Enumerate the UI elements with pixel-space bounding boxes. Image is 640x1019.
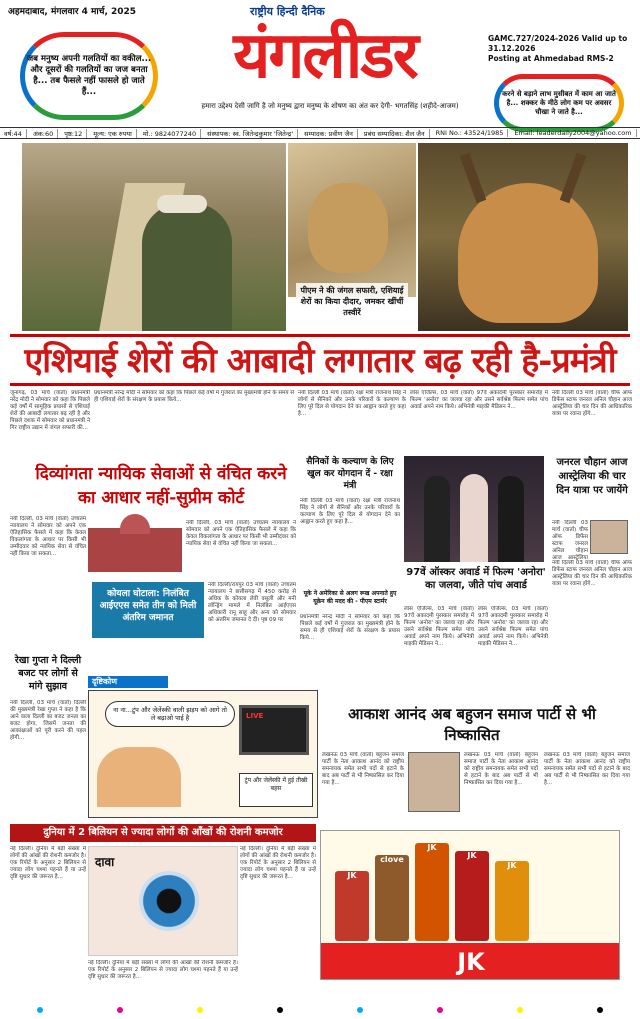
ad-pack-4: JK	[455, 851, 489, 941]
court-headline: दिव्यांगता न्यायिक सेवाओं से वंचित करने का आधार नहीं-सुप्रीम कोर्ट	[35, 464, 287, 508]
postal-line-2: Posting at Ahmedabad RMS-2	[488, 54, 614, 63]
safari-photo	[22, 143, 286, 331]
info-bar	[0, 127, 640, 139]
oscar-headline: 97वें ऑस्कर अवार्ड में फिल्म 'अनोरा' का जलवा, जीते पांच अवार्ड	[406, 567, 546, 591]
info-founder: संस्थापक: स्व. जितेन्द्रकुमार 'जितेन्द्र'	[207, 129, 298, 138]
coal-text: नयी दिल्ली/रायपुर 03 मार्च (वार्ता) उच्चतम न्यायालय ने छत्तीसगढ़ में 450 करोड़ से अधिक के कोयला लेवी वसूली और मनी लॉन्ड्रिंग मामले में निलंबित आईएएस अधिकारी रानू साहू और अन्य को सोमवार को अंतरिम जमानत दे दी। पृष्ठ 09 पर	[208, 582, 296, 623]
tv-set	[239, 705, 309, 755]
info-editor: सम्पादक: प्रवीण जैन	[304, 129, 358, 138]
deer-photo	[418, 143, 628, 331]
tv-live: LIVE	[246, 712, 264, 720]
left-quote: जब मनुष्य अपनी गलतियों का वकील... और दूसरों की गलतियों का जज बनता है... तब फैसले नहीं फासले हो जाते हैं...	[20, 32, 158, 120]
oscar-text: लॉस एंजिल्स, 03 मार्च (वार्ता) 97वें अकादमी पुरस्कार समारोह में फिल्म 'अनोरा' का जलवा रहा और उसने सर्वश्रेष्ठ फिल्म समेत पांच अवार्ड अपने नाम किये। अभिनेत्री माइकी मैडिसन ने...	[404, 606, 474, 647]
akash-text-3: लखनऊ 03 मार्च (वार्ता) बहुजन समाज पार्टी के नेता आकाश आनंद को राष्ट्रीय समन्वयक समेत सभी पदों से हटाने के बाद अब पार्टी से भी निष्कासित कर दिया गया है...	[544, 752, 630, 786]
ad-brand: JK	[321, 943, 620, 980]
akash-text-2: लखनऊ 03 मार्च (वार्ता) बहुजन समाज पार्टी के नेता आकाश आनंद को राष्ट्रीय समन्वयक समेत सभी पदों से हटाने के बाद अब पार्टी से भी निष्कासित कर दिया गया है...	[464, 752, 538, 786]
tagline: राष्ट्रीय हिन्दी दैनिक	[250, 5, 325, 18]
akash-headline: आकाश आनंद अब बहुजन समाज पार्टी से भी निष्कासित	[348, 705, 596, 744]
ad-pack-5: JK	[495, 861, 529, 941]
info-email[interactable]: Email: leaderdaily2004@yahoo.com	[514, 129, 636, 137]
eyes-text-2: नई दिल्ली। दुनिया में बड़ी संख्या में लोगों की आंखों की रोशनी कमजोर है। एक रिपोर्ट के अनुसार 2 बिलियन से ज्यादा लोग चश्मा पहनते हैं या उन्हें दृष्टि सुधार की जरूरत है...	[240, 846, 316, 880]
ad-pack-2: clove	[375, 855, 409, 941]
chauhan-photo	[590, 520, 628, 554]
cartoon	[88, 690, 318, 818]
court-text-2: नयी दिल्ली, 03 मार्च (वार्ता) उच्चतम न्यायालय ने सोमवार को अपने एक ऐतिहासिक फैसले में कहा कि केवल विकलांगता के आधार पर किसी भी उम्मीदवार को न्यायिक सेवा से वंचित नहीं किया जा सकता...	[186, 520, 296, 547]
right-quote: करने से बड़ाने लाभ मुसीबत में काम आ जाते है... शक्कर के मीठे लोग कम पर अवसर चौखा ने जाते है...	[494, 74, 624, 132]
eye-image	[88, 846, 238, 956]
eyes-text: नई दिल्ली। दुनिया में बड़ी संख्या में लोगों की आंखों की रोशनी कमजोर है। एक रिपोर्ट के अनुसार 2 बिलियन से ज्यादा लोग चश्मा पहनते हैं या उन्हें दृष्टि सुधार की जरूरत है...	[10, 846, 86, 880]
oscar-text-top: लॉस एंजिल्स, 03 मार्च (वार्ता) 97वें अकादमी पुरस्कार समारोह में फिल्म 'अनोरा' का जलवा रहा और उसने सर्वश्रेष्ठ फिल्म समेत पांच अवार्ड अपने नाम किये। अभिनेत्री माइकी मैडिसन ने...	[410, 390, 548, 410]
lead-headline: एशियाई शेरों की आबादी लगातार बढ़ रही है-प्रमंत्री	[10, 334, 630, 386]
cartoon-sign: टुंप और जेलेंस्की में हुई तीखी बहस	[239, 773, 313, 807]
lion-photo	[288, 143, 416, 297]
ad-pack-1: JK	[335, 871, 369, 941]
ad-pack-3: JK	[415, 843, 449, 941]
chauhan-text: नयी दिल्ली 03 मार्च (वार्ता) चीफ ऑफ डिफेंस स्टाफ जनरल अनिल चौहान आज आस्ट्रेलिया	[552, 520, 588, 560]
issue-date: अहमदाबाद, मंगलवार 4 मार्च, 2025	[8, 7, 137, 17]
oscar-photo	[404, 456, 544, 562]
sainik-text-top: नयी दिल्ली 03 मार्च (वार्ता) रक्षा मंत्री राजनाथ सिंह ने लोगों से सैनिकों और उनके परिवारों के कल्याण के लिए पूरे दिल से योगदान देने का आह्वान करते हुए कहा है...	[298, 390, 406, 417]
sainik-text: नयी दिल्ली 03 मार्च (वार्ता) रक्षा मंत्री राजनाथ सिंह ने लोगों से सैनिकों और उनके परिवारों के कल्याण के लिए पूरे दिल से योगदान देने का आह्वान करते हुए कहा है...	[300, 498, 400, 525]
budget-headline: रेखा गुप्ता ने दिल्ली बजट पर लोगों से मांगे सुझाव	[14, 655, 82, 692]
chauhan-text-top: नयी दिल्ली 03 मार्च (वार्ता) चीफ ऑफ डिफेंस स्टाफ जनरल अनिल चौहान आज आस्ट्रेलिया की चार दिन की आधिकारिक यात्रा पर रवाना होंगे...	[552, 390, 632, 417]
info-manager: प्रबंध सम्पादिका: शैल जैन	[364, 129, 430, 138]
uk-text: प्रधानमंत्री नरेन्द्र मोदी ने सोमवार को कहा कि पिछले कई वर्षों में गुजरात का मुख्यमंत्री होने के समय से ही एशियाई शेरों के संरक्षण के प्रयास किये...	[300, 614, 400, 641]
info-issue: अंक:60	[33, 129, 58, 138]
speech-bubble: ना ना...टुंप और जेलेंस्की वाली झड़प को आगे तो ले बढ़ाओ पाई है	[105, 701, 235, 727]
motto: हमारा उद्देश्य देसी जागि है जो मनुष्य द्वारा मनुष्य के शोषण का अंत कर देगी- भगतसिंह (शहीदे-आजम)	[201, 102, 459, 110]
jk-advertisement[interactable]	[320, 830, 620, 980]
oscar-text-2: लॉस एंजिल्स, 03 मार्च (वार्ता) 97वें अकादमी पुरस्कार समारोह में फिल्म 'अनोरा' का जलवा रहा और उसने सर्वश्रेष्ठ फिल्म समेत पांच अवार्ड अपने नाम किये। अभिनेत्री माइकी मैडिसन ने...	[478, 606, 548, 647]
postal-line-1: GAMC.727/2024-2026 Valid up to 31.12.2026	[488, 34, 628, 53]
budget-text: नयी दिल्ली, 03 मार्च (वार्ता) दिल्ली की मुख्यमंत्री रेखा गुप्ता ने कहा है कि आने वाला दिल्ली का बजट जनता का बजट होगा, जिसमें जनता की आकांक्षाओं को पूरी करने की पहल होगी...	[10, 700, 86, 741]
coal-box: कोयला घोटाला: निलंबित आईएएस समेत तीन को मिली अंतरिम जमानत	[92, 582, 204, 638]
eyes-headline: दुनिया में 2 बिलियन से ज्यादा लोगों की आँखों की रोशनी कमजोर	[10, 824, 316, 842]
lead-text: जूनागढ़, 03 मार्च (वार्ता) प्रधानमंत्री नरेंद्र मोदी ने सोमवार को कहा कि पिछले कई वर्षों में सामूहिक प्रयासों से एशियाई शेरों की आबादी लगातार बढ़ रही है और पिछले दशक में सोमवार को प्रधानमंत्री ने गिर राष्ट्रीय उद्यान में जंगल सफारी की...	[10, 390, 90, 431]
mid-text: प्रधानमंत्री नरेन्द्र मोदी ने सोमवार को कहा कि पिछले कई वर्षों में गुजरात का मुख्यमंत्री होने के समय से ही एशियाई शेरों के संरक्षण के प्रयास किये...	[94, 390, 294, 403]
print-marks	[0, 1006, 640, 1014]
court-photo	[88, 528, 182, 572]
sainik-headline: सैनिकों के कल्याण के लिए खुल कर योगदान दें - रक्षा मंत्री	[306, 457, 394, 491]
photo-caption: पीएम ने की जंगल सफारी, एशियाई शेरों का किया दीदार, जमकर खींचीं तस्वीरें	[296, 283, 408, 321]
info-year: वर्ष:44	[4, 129, 27, 138]
uk-subhead: यूके ने अमेरिका से अलग रूख अपनाते हुए यूक्रेन की मदद की - पीएम स्टार्मर	[303, 590, 397, 605]
eyes-text-3: नई दिल्ली। दुनिया में बड़ी संख्या में लोगों की आंखों की रोशनी कमजोर है। एक रिपोर्ट के अनुसार 2 बिलियन से ज्यादा लोग चश्मा पहनते हैं या उन्हें दृष्टि सुधार की जरूरत है...	[88, 960, 238, 980]
masthead: यंगलीडर	[233, 18, 417, 93]
info-rni: RNI No.: 43524/1985	[436, 129, 509, 137]
cartoon-figure	[97, 747, 181, 807]
court-text: नयी दिल्ली, 03 मार्च (वार्ता) उच्चतम न्यायालय ने सोमवार को अपने एक ऐतिहासिक फैसले में कहा कि केवल विकलांगता के आधार पर किसी भी उम्मीदवार को न्यायिक सेवा से वंचित नहीं किया जा सकता...	[10, 516, 86, 557]
info-mobile: मो.: 9824077240	[143, 129, 201, 138]
chauhan-headline: जनरल चौहान आज आस्ट्रेलिया की चार दिन यात्रा पर जायेंगे	[556, 457, 628, 496]
chauhan-text-2: नयी दिल्ली 03 मार्च (वार्ता) चीफ ऑफ डिफेंस स्टाफ जनरल अनिल चौहान आज आस्ट्रेलिया की चार दिन की आधिकारिक यात्रा पर रवाना होंगे...	[552, 560, 632, 587]
akash-text: लखनऊ 03 मार्च (वार्ता) बहुजन समाज पार्टी के नेता आकाश आनंद को राष्ट्रीय समन्वयक समेत सभी पदों से हटाने के बाद अब पार्टी से भी निष्कासित कर दिया गया है...	[322, 752, 404, 786]
cartoon-label: दृष्टिकोण	[88, 676, 168, 688]
eye-label: दावा	[95, 855, 115, 869]
info-price: मूल्य: एक रुपया	[93, 129, 137, 138]
akash-photo	[408, 752, 460, 812]
postal-info	[488, 34, 640, 64]
info-pages: पृष्ठ:12	[64, 129, 87, 138]
